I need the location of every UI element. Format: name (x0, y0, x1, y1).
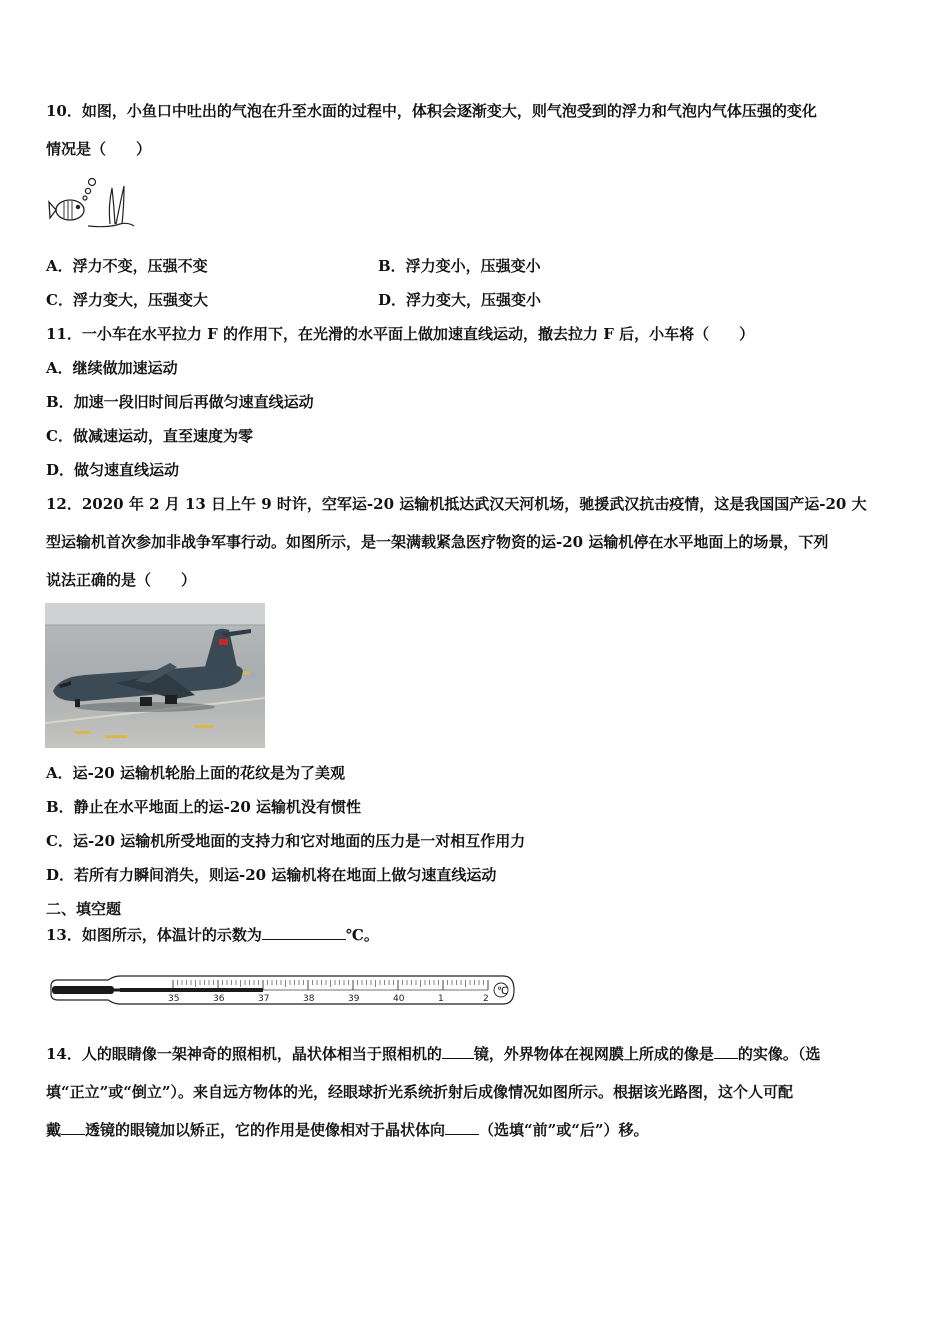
q13-stem (46, 925, 379, 945)
q12-option-c: C．运-20 运输机所受地面的支持力和它对地面的压力是一对相互作用力 (46, 832, 526, 850)
q12-option-a: A．运-20 运输机轮胎上面的花纹是为了美观 (46, 764, 345, 782)
q11-option-d: D．做匀速直线运动 (46, 461, 180, 479)
scale-label: 37 (258, 994, 270, 1004)
q10-option-b: B．浮力变小，压强变小 (378, 257, 541, 275)
bubble-middle (85, 188, 90, 193)
q11-option-b: B．加速一段旧时间后再做匀速直线运动 (46, 393, 314, 411)
q14-blank-1[interactable] (442, 1044, 474, 1059)
q14-blank-3[interactable] (61, 1120, 85, 1135)
bubble-top (89, 179, 96, 186)
q14-text-1c: 的实像。（选 (737, 1045, 821, 1063)
scale-label: 2 (483, 994, 489, 1004)
q13-text-after: ℃。 (345, 926, 379, 944)
q12-option-b: B．静止在水平地面上的运-20 运输机没有惯性 (46, 798, 362, 816)
q10-option-c: C．浮力变大，压强变大 (46, 291, 208, 309)
q13-answer-blank[interactable] (262, 925, 346, 940)
scale-label: 36 (213, 994, 225, 1004)
q11-option-a: A．继续做加速运动 (46, 359, 178, 377)
q13-text-before: 13．如图所示，体温计的示数为 (46, 926, 262, 944)
scale-label: 35 (168, 994, 180, 1004)
q10-option-d: D．浮力变大，压强变小 (378, 291, 542, 309)
q14-blank-4[interactable] (445, 1120, 479, 1135)
q10-stem-line2: 情况是（ ） (46, 140, 152, 158)
bubble-bottom (83, 196, 87, 200)
q12-stem-line2: 型运输机首次参加非战争军事行动。如图所示，是一架满载紧急医疗物资的运-20 运输机停在水平地面上的场景，下列 (46, 533, 829, 551)
q14-line3 (46, 1120, 649, 1140)
section-title-fill-in: 二、填空题 (46, 900, 122, 918)
q11-stem: 11．一小车在水平拉力 F 的作用下，在光滑的水平面上做加速直线运动，撤去拉力 F 后，小车将（ ） (46, 325, 755, 343)
q14-text-3c: （选填“前”或“后”）移。 (479, 1121, 649, 1139)
fish-bubbles-figure (48, 176, 138, 236)
q12-stem-line1: 12．2020 年 2 月 13 日上午 9 时许，空军运-20 运输机抵达武汉天河机场，驰援武汉抗击疫情，这是我国国产运-20 大 (46, 495, 867, 513)
q14-blank-2[interactable] (714, 1044, 738, 1059)
q14-text-3a: 戴 (46, 1121, 62, 1139)
seaweed-1 (109, 188, 115, 224)
y20-aircraft-photo (45, 603, 265, 748)
scale-label: 40 (393, 994, 405, 1004)
q11-option-c: C．做减速运动，直至速度为零 (46, 427, 253, 445)
ground-line (88, 223, 134, 226)
q14-line1 (46, 1044, 820, 1064)
seaweed-2 (116, 186, 124, 224)
q12-stem-line3: 说法正确的是（ ） (46, 571, 197, 589)
fish-eye (76, 205, 80, 209)
q14-text-1b: 镜，外界物体在视网膜上所成的像是 (473, 1045, 714, 1063)
mercury-column (120, 988, 263, 992)
q10-option-a: A．浮力不变，压强不变 (46, 257, 208, 275)
fish-tail (49, 202, 56, 218)
clinical-thermometer (48, 968, 518, 1010)
thermometer-bulb (52, 986, 114, 994)
scale-label: 1 (438, 994, 444, 1004)
fish-body (56, 200, 84, 220)
q10-stem-line1: 10．如图，小鱼口中吐出的气泡在升至水面的过程中，体积会逐渐变大，则气泡受到的浮力和气泡内气体压强的变化 (46, 102, 817, 120)
scale-label: 38 (303, 994, 315, 1004)
q14-text-1a: 14．人的眼睛像一架神奇的照相机，晶状体相当于照相机的 (46, 1045, 442, 1063)
q14-text-3b: 透镜的眼镜加以矫正，它的作用是使像相对于晶状体向 (85, 1121, 446, 1139)
q14-line2: 填“正立”或“倒立”）。来自远方物体的光，经眼球折光系统折射后成像情况如图所示。根据该光路图，这个人可配 (46, 1083, 794, 1101)
q12-option-d: D．若所有力瞬间消失，则运-20 运输机将在地面上做匀速直线运动 (46, 866, 497, 884)
celsius-symbol: ℃ (497, 986, 509, 997)
scale-label: 39 (348, 994, 360, 1004)
